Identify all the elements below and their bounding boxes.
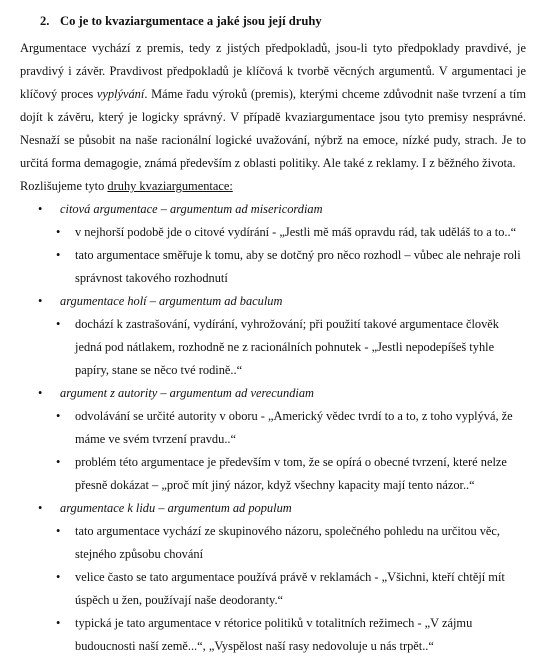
- bullet-icon: •: [56, 524, 61, 538]
- type-detail-item: [20, 612, 526, 658]
- body-paragraph: [20, 37, 526, 175]
- section-number: 2.: [40, 14, 50, 28]
- bullet-icon: •: [56, 225, 61, 239]
- types-intro: [20, 175, 526, 198]
- section-heading: [20, 9, 526, 33]
- type-detail-item: [20, 221, 526, 244]
- type-detail-text: v nejhorší podobě jde o citové vydírání - „Jestli mě máš opravdu rád, tak uděláš to a to..“: [75, 225, 517, 239]
- bullet-icon: •: [56, 570, 61, 584]
- type-title: argument z autority – argumentum ad verecundiam: [60, 386, 314, 400]
- type-detail-text: dochází k zastrašování, vydírání, vyhrožování; při použití takové argumentace člověk jedná pod nátlakem, rozhodně ne z racionálních pohnutek - „Jestli nepodepíšeš tyhle papíry, stane se něco tvé rodině..“: [75, 317, 500, 377]
- section-title: Co je to kvaziargumentace a jaké jsou její druhy: [60, 14, 322, 28]
- type-title: argumentace k lidu – argumentum ad populum: [60, 501, 292, 515]
- type-detail-item: [20, 313, 526, 382]
- type-detail-item: [20, 405, 526, 451]
- bullet-icon: •: [56, 455, 61, 469]
- type-detail-text: odvolávání se určité autority v oboru - „Americký vědec tvrdí to a to, z toho vyplývá, že máme ve svém tvrzení pravdu..“: [75, 409, 513, 446]
- type-title: citová argumentace – argumentum ad misericordiam: [60, 202, 323, 216]
- type-title: argumentace holí – argumentum ad baculum: [60, 294, 283, 308]
- bullet-icon: •: [38, 202, 43, 216]
- type-detail-text: typická je tato argumentace v rétorice politiků v totalitních režimech - „V zájmu budoucnosti naší země...“, „Vyspělost naší rasy nedovoluje u nás trpět..“: [75, 616, 473, 653]
- types-intro-underlined: druhy kvaziargumentace:: [107, 179, 233, 193]
- type-detail-text: tato argumentace směřuje k tomu, aby se dotčný pro něco rozhodl – vůbec ale nehraje roli správnost takového rozhodnutí: [75, 248, 521, 285]
- type-item: [20, 198, 526, 221]
- type-detail-text: problém této argumentace je především v tom, že se opírá o obecné tvrzení, které nelze přesně dokázat – „proč mít jiný názor, když všechny kapacity mají tento názor..“: [75, 455, 507, 492]
- type-detail-item: [20, 451, 526, 497]
- type-item: [20, 290, 526, 313]
- bullet-icon: •: [56, 409, 61, 423]
- paragraph-part-1: Argumentace vychází z premis, tedy z jistých předpokladů, jsou-li tyto předpoklady pravdivé, je pravdivý i závěr. Pravdivost předpokladů je klíčová k tvorbě věcných argumentů. V argumentaci je klíčový proces: [20, 41, 526, 101]
- type-detail-text: tato argumentace vychází ze skupinového názoru, společného pohledu na určitou věc, stejného způsobu chování: [75, 524, 501, 561]
- type-item: [20, 382, 526, 405]
- types-intro-text: Rozlišujeme tyto: [20, 179, 108, 193]
- types-list: [20, 198, 526, 658]
- bullet-icon: •: [56, 616, 61, 630]
- type-detail-item: [20, 566, 526, 612]
- paragraph-emphasis: vyplývání: [96, 87, 145, 101]
- type-detail-item: [20, 244, 526, 290]
- type-detail-text: velice často se tato argumentace používá právě v reklamách - „Všichni, kteří chtějí mít úspěch u žen, používají naše deodoranty.“: [75, 570, 505, 607]
- paragraph-part-2: . Máme řadu výroků (premis), kterými chceme zdůvodnit naše tvrzení a tím dojít k závěru, který je logicky správný. V případě kvaziargumentace jsou tyto premisy nesprávné. Nesnaží se působit na naše racionální logické uvažování, nýbrž na emoce, nízké pudy, strach. Je to určitá forma demagogie, známá především z oblasti politiky. Ale také z reklamy. I z běžného života.: [20, 87, 526, 170]
- bullet-icon: •: [56, 317, 61, 331]
- bullet-icon: •: [56, 248, 61, 262]
- bullet-icon: •: [38, 501, 43, 515]
- type-detail-item: [20, 520, 526, 566]
- bullet-icon: •: [38, 386, 43, 400]
- type-item: [20, 497, 526, 520]
- bullet-icon: •: [38, 294, 43, 308]
